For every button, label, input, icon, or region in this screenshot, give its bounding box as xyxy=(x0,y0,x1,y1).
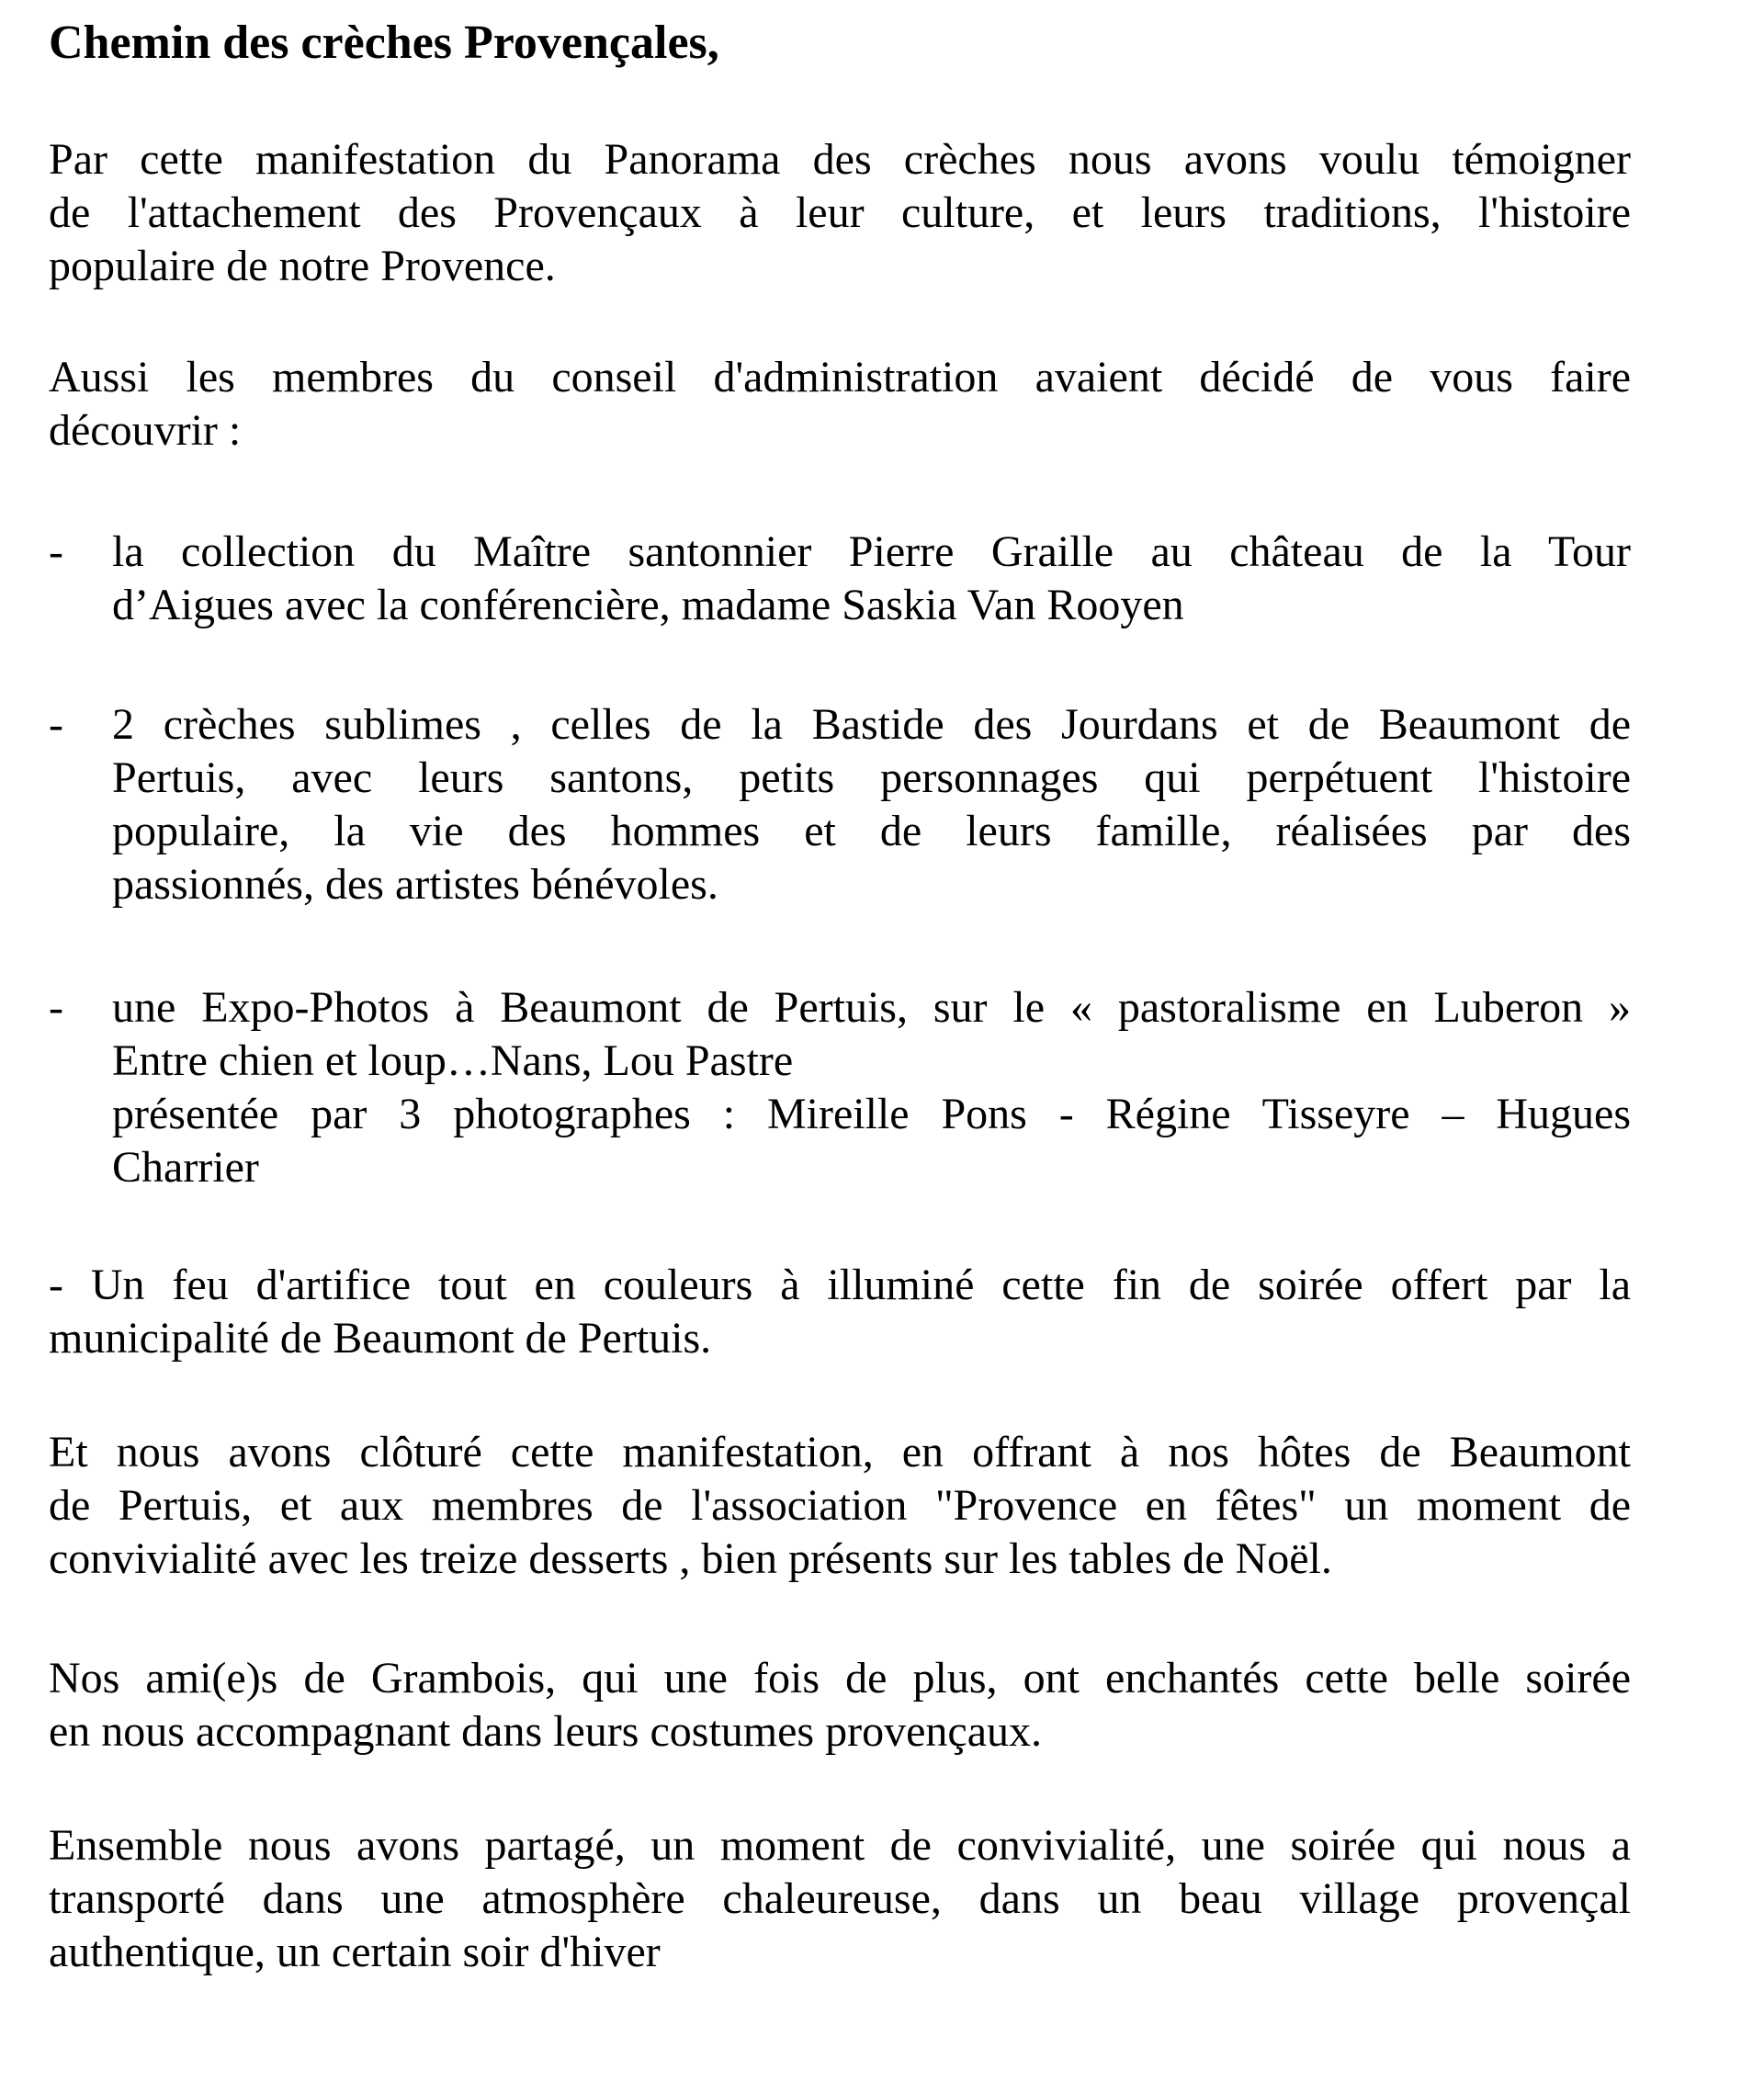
list-item xyxy=(49,981,1631,1194)
text-line: Charrier xyxy=(112,1143,259,1192)
text-line: Et nous avons clôturé cette manifestation, en offrant à nos hôtes de Beaumont xyxy=(49,1428,1631,1476)
text-line: de Pertuis, et aux membres de l'association "Provence en fêtes" un moment de xyxy=(49,1481,1631,1530)
text-line: en nous accompagnant dans leurs costumes provençaux. xyxy=(49,1707,1043,1756)
text-line: la collection du Maître santonnier Pierre Graille au château de la Tour xyxy=(112,527,1631,576)
text-line: présentée par 3 photographes : Mireille Pons - Régine Tisseyre – Hugues xyxy=(112,1090,1631,1138)
list-item-text xyxy=(112,981,1631,1194)
text-line: Par cette manifestation du Panorama des crèches nous avons voulu témoigner xyxy=(49,135,1631,184)
paragraph xyxy=(49,1819,1631,1979)
text-line: Aussi les membres du conseil d'administration avaient décidé de vous faire xyxy=(49,353,1631,402)
paragraph xyxy=(49,1652,1631,1759)
document-body xyxy=(49,133,1631,1979)
list-item xyxy=(49,698,1631,911)
paragraph xyxy=(49,351,1631,458)
text-line: passionnés, des artistes bénévoles. xyxy=(112,860,718,909)
paragraph xyxy=(49,1259,1631,1365)
text-line: populaire de notre Provence. xyxy=(49,242,556,290)
text-line: transporté dans une atmosphère chaleureuse, dans un beau village provençal xyxy=(49,1874,1631,1923)
text-line: populaire, la vie des hommes et de leurs famille, réalisées par des xyxy=(112,807,1631,855)
list-dash-marker: - xyxy=(49,700,63,749)
text-line: Pertuis, avec leurs santons, petits personnages qui perpétuent l'histoire xyxy=(112,753,1631,802)
text-line: une Expo-Photos à Beaumont de Pertuis, sur le « pastoralisme en Luberon » xyxy=(112,983,1631,1032)
text-line: Nos ami(e)s de Grambois, qui une fois de plus, ont enchantés cette belle soirée xyxy=(49,1654,1631,1703)
document-title: Chemin des crèches Provençales, xyxy=(49,17,719,69)
text-line: municipalité de Beaumont de Pertuis. xyxy=(49,1314,712,1363)
paragraph xyxy=(49,133,1631,293)
text-line: découvrir : xyxy=(49,406,242,455)
text-line: Entre chien et loup…Nans, Lou Pastre xyxy=(112,1036,794,1085)
text-line: Ensemble nous avons partagé, un moment de convivialité, une soirée qui nous a xyxy=(49,1821,1631,1870)
list-item-text xyxy=(112,698,1631,911)
text-line: 2 crèches sublimes , celles de la Bastide des Jourdans et de Beaumont de xyxy=(112,700,1631,749)
list-item xyxy=(49,526,1631,632)
text-line: de l'attachement des Provençaux à leur culture, et leurs traditions, l'histoire xyxy=(49,188,1631,237)
paragraph xyxy=(49,1426,1631,1586)
list-dash-marker: - xyxy=(49,527,63,576)
text-line: - Un feu d'artifice tout en couleurs à illuminé cette fin de soirée offert par la xyxy=(49,1261,1631,1309)
list-dash-marker: - xyxy=(49,983,63,1032)
list-item-text xyxy=(112,526,1631,632)
text-line: convivialité avec les treize desserts , bien présents sur les tables de Noël. xyxy=(49,1534,1332,1583)
text-line: d’Aigues avec la conférencière, madame Saskia Van Rooyen xyxy=(112,581,1184,629)
text-line: authentique, un certain soir d'hiver xyxy=(49,1928,661,1976)
